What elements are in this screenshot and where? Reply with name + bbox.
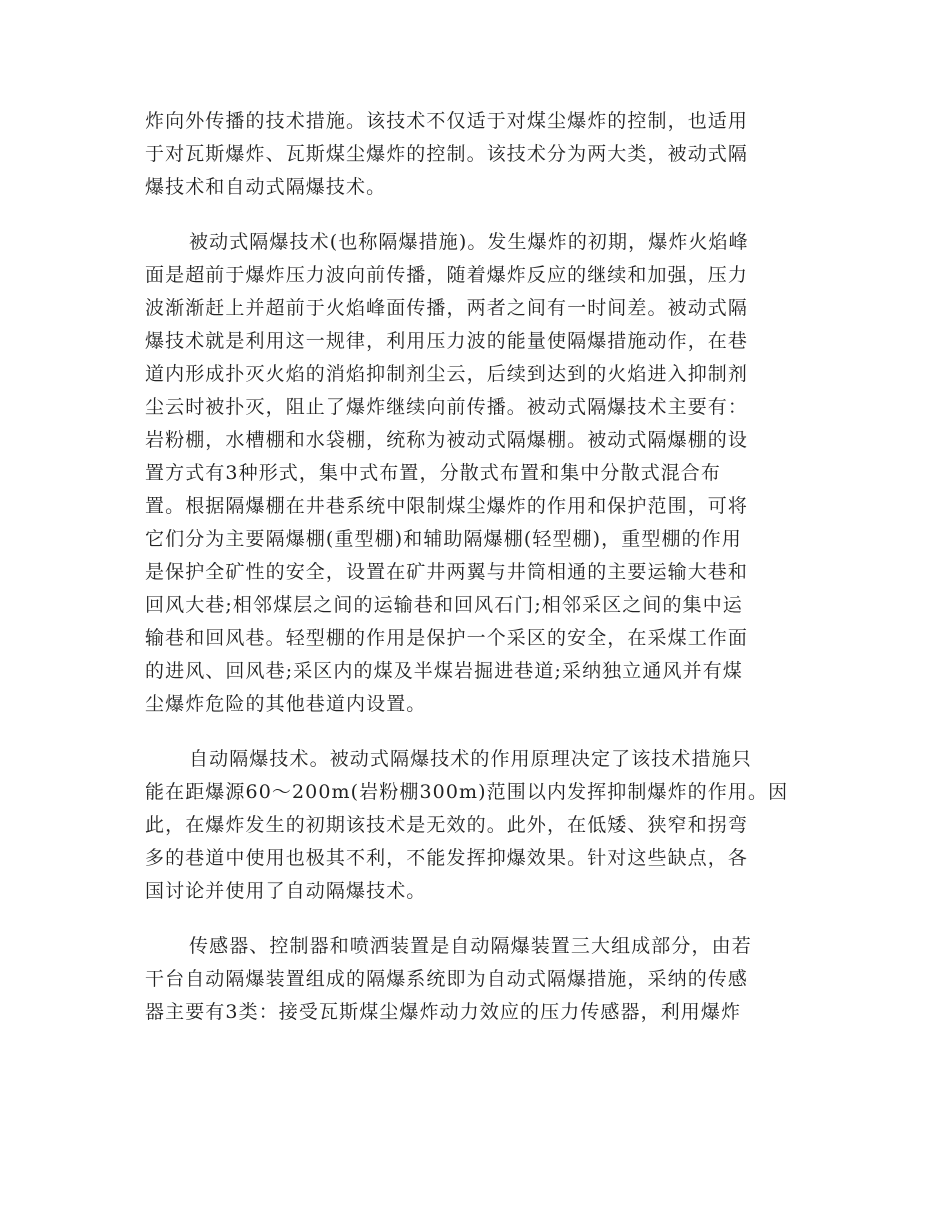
text-line: 干台自动隔爆装置组成的隔爆系统即为自动式隔爆措施，采纳的传感 [145, 968, 749, 990]
text-line: 波渐渐赶上并超前于火焰峰面传播，两者之间有一时间差。被动式隔 [145, 297, 749, 319]
text-line: 器主要有3类：接受瓦斯煤尘爆炸动力效应的压力传感器，利用爆炸 [145, 1001, 742, 1023]
paragraph [145, 930, 795, 1029]
text-line: 输巷和回风巷。轻型棚的作用是保护一个采区的安全，在采煤工作面 [145, 627, 749, 649]
text-line: 国讨论并使用了自动隔爆技术。 [145, 880, 427, 902]
text-line: 岩粉棚，水槽棚和水袋棚，统称为被动式隔爆棚。被动式隔爆棚的设 [145, 429, 749, 451]
text-line: 回风大巷;相邻煤层之间的运输巷和回风石门;相邻采区之间的集中运 [145, 594, 743, 616]
text-line: 尘云时被扑灭，阻止了爆炸继续向前传播。被动式隔爆技术主要有： [145, 396, 749, 418]
paragraph [145, 226, 795, 721]
paragraph [145, 105, 795, 204]
text-line: 多的巷道中使用也极其不利，不能发挥抑爆效果。针对这些缺点，各 [145, 847, 749, 869]
text-line: 爆技术和自动式隔爆技术。 [145, 176, 387, 198]
text-line: 面是超前于爆炸压力波向前传播，随着爆炸反应的继续和加强，压力 [145, 264, 749, 286]
text-line: 是保护全矿性的安全，设置在矿井两翼与井筒相通的主要运输大巷和 [145, 561, 749, 583]
text-line: 传感器、控制器和喷洒装置是自动隔爆装置三大组成部分，由若 [189, 935, 752, 957]
text-line: 炸向外传播的技术措施。该技术不仅适于对煤尘爆炸的控制，也适用 [145, 110, 749, 132]
text-line: 爆技术就是利用这一规律，利用压力波的能量使隔爆措施动作，在巷 [145, 330, 749, 352]
text-line: 的进风、回风巷;采区内的煤及半煤岩掘进巷道;采纳独立通风并有煤 [145, 660, 743, 682]
text-line: 置。根据隔爆棚在井巷系统中限制煤尘爆炸的作用和保护范围，可将 [145, 495, 749, 517]
text-line: 能在距爆源60～200m(岩粉棚300m)范围以内发挥抑制爆炸的作用。因 [145, 781, 789, 803]
text-line: 它们分为主要隔爆棚(重型棚)和辅助隔爆棚(轻型棚)，重型棚的作用 [145, 528, 742, 550]
text-line: 尘爆炸危险的其他巷道内设置。 [145, 693, 427, 715]
text-line: 道内形成扑灭火焰的消焰抑制剂尘云，后续到达到的火焰进入抑制剂 [145, 363, 749, 385]
text-line: 此，在爆炸发生的初期该技术是无效的。此外，在低矮、狭窄和拐弯 [145, 814, 749, 836]
paragraph [145, 743, 795, 908]
text-line: 自动隔爆技术。被动式隔爆技术的作用原理决定了该技术措施只 [189, 748, 752, 770]
document-body [145, 105, 795, 1051]
text-line: 被动式隔爆技术(也称隔爆措施)。发生爆炸的初期，爆炸火焰峰 [189, 231, 749, 253]
text-line: 置方式有3种形式，集中式布置，分散式布置和集中分散式混合布 [145, 462, 721, 484]
text-line: 于对瓦斯爆炸、瓦斯煤尘爆炸的控制。该技术分为两大类，被动式隔 [145, 143, 749, 165]
